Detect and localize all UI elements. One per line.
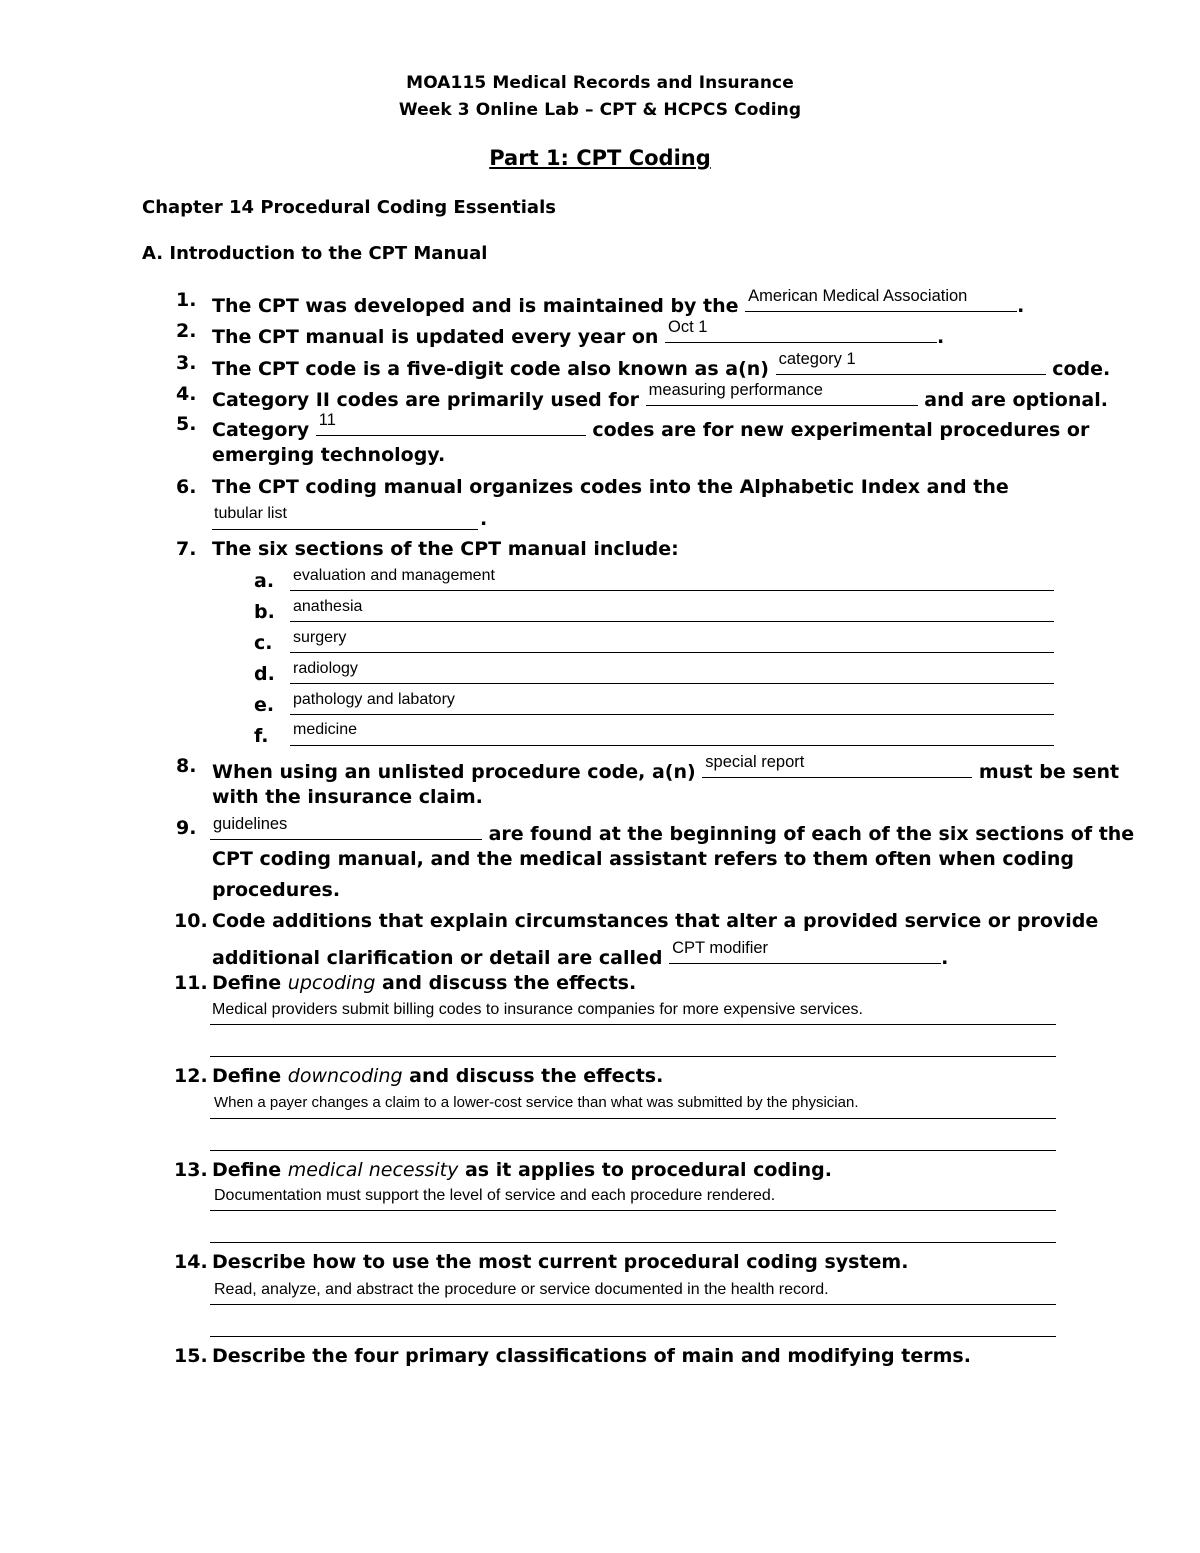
q13-text: Define medical necessity as it applies to procedural coding. xyxy=(212,1159,832,1181)
q12-answer: When a payer changes a claim to a lower-cost service than what was submitted by the physician. xyxy=(214,1094,859,1111)
q1-number: 1. xyxy=(176,289,197,311)
q7-letter-e: e. xyxy=(254,694,275,716)
q7-letter-d: d. xyxy=(254,663,275,685)
q5-number: 5. xyxy=(176,413,197,435)
lab-title: Week 3 Online Lab – CPT & HCPCS Coding xyxy=(398,100,802,120)
q1-text: The CPT was developed and is maintained by the American Medical Association . xyxy=(212,287,1025,317)
q10-answer-field[interactable] xyxy=(669,941,941,964)
q7-answer-field-d[interactable] xyxy=(290,661,1054,684)
q7-letter-a: a. xyxy=(254,570,275,592)
q3-answer: category 1 xyxy=(778,350,856,368)
q5-text: Category 11 codes are for new experimental procedures or xyxy=(212,411,1090,441)
q7-answer-a: evaluation and management xyxy=(293,567,495,584)
q1-answer-field[interactable] xyxy=(745,289,1017,312)
q6-number: 6. xyxy=(176,476,197,498)
q3-answer-field[interactable] xyxy=(776,352,1046,375)
q7-answer-f: medicine xyxy=(293,721,358,738)
q8-answer-field[interactable] xyxy=(702,755,972,778)
q5-answer: 11 xyxy=(318,411,336,429)
q9-text-line2: CPT coding manual, and the medical assistant refers to them often when coding xyxy=(212,848,1074,870)
q12-term: downcoding xyxy=(287,1065,403,1087)
q7-letter-f: f. xyxy=(254,725,269,747)
q14-text: Describe how to use the most current procedural coding system. xyxy=(212,1251,909,1273)
q1-answer: American Medical Association xyxy=(748,287,968,305)
q12-text: Define downcoding and discuss the effects. xyxy=(212,1065,664,1087)
q14-answer: Read, analyze, and abstract the procedure or service documented in the health record. xyxy=(214,1281,829,1298)
q6-period: . xyxy=(480,508,488,530)
q7-number: 7. xyxy=(176,538,197,560)
q9-text-line3: procedures. xyxy=(212,879,341,901)
q4-text: Category II codes are primarily used for measuring performance and are optional. xyxy=(212,381,1108,411)
q11-answer: Medical providers submit billing codes to insurance companies for more expensive services. xyxy=(212,1001,863,1018)
q11-answer-field-2[interactable] xyxy=(210,1034,1056,1057)
q9-number: 9. xyxy=(176,817,197,839)
q9-answer-field[interactable] xyxy=(210,817,482,840)
course-title: MOA115 Medical Records and Insurance xyxy=(406,73,794,93)
q11-term: upcoding xyxy=(287,972,376,994)
q9-text: guidelines are found at the beginning of each of the six sections of the xyxy=(210,817,1134,845)
q11-text: Define upcoding and discuss the effects. xyxy=(212,972,637,994)
q10-text-line2: additional clarification or detail are called CPT modifier . xyxy=(212,939,949,969)
q15-number: 15. xyxy=(174,1345,208,1367)
q10-text: Code additions that explain circumstances that alter a provided service or provide xyxy=(212,910,1099,932)
section-heading: A. Introduction to the CPT Manual xyxy=(142,243,488,264)
q7-text: The six sections of the CPT manual include: xyxy=(212,538,679,560)
q13-answer: Documentation must support the level of service and each procedure rendered. xyxy=(214,1187,776,1204)
q8-number: 8. xyxy=(176,755,197,777)
q2-answer: Oct 1 xyxy=(668,318,708,336)
q14-number: 14. xyxy=(174,1251,208,1273)
q4-answer: measuring performance xyxy=(648,381,823,399)
q9-answer: guidelines xyxy=(213,815,288,833)
q7-letter-c: c. xyxy=(254,632,273,654)
q7-letter-b: b. xyxy=(254,601,275,623)
q6-text: The CPT coding manual organizes codes into the Alphabetic Index and the xyxy=(212,476,1009,498)
q2-number: 2. xyxy=(176,320,197,342)
q14-answer-field-2[interactable] xyxy=(210,1314,1056,1337)
q15-text: Describe the four primary classifications of main and modifying terms. xyxy=(212,1345,971,1367)
q7-answer-c: surgery xyxy=(293,629,347,646)
q12-number: 12. xyxy=(174,1065,208,1087)
part-title: Part 1: CPT Coding xyxy=(489,146,711,170)
q4-number: 4. xyxy=(176,383,197,405)
q7-answer-b: anathesia xyxy=(293,598,363,615)
q2-answer-field[interactable] xyxy=(665,320,937,343)
q5-answer-field[interactable] xyxy=(316,413,586,436)
q10-answer: CPT modifier xyxy=(672,939,769,957)
q13-term: medical necessity xyxy=(287,1159,459,1181)
q12-answer-field-2[interactable] xyxy=(210,1128,1056,1151)
chapter-heading: Chapter 14 Procedural Coding Essentials xyxy=(142,197,556,218)
q13-answer-field-2[interactable] xyxy=(210,1220,1056,1243)
q10-number: 10. xyxy=(174,910,208,932)
q7-answer-field-f[interactable] xyxy=(290,723,1054,746)
q6-answer: tubular list xyxy=(214,505,287,522)
q2-text: The CPT manual is updated every year on Oct 1 . xyxy=(212,318,945,348)
q13-number: 13. xyxy=(174,1159,208,1181)
q8-text-line2: with the insurance claim. xyxy=(212,786,483,808)
q7-answer-field-b[interactable] xyxy=(290,599,1054,622)
q3-text: The CPT code is a five-digit code also known as a(n) category 1 code. xyxy=(212,350,1111,380)
q8-text: When using an unlisted procedure code, a(n) special report must be sent xyxy=(212,753,1120,783)
q7-answer-e: pathology and labatory xyxy=(293,691,455,708)
q4-answer-field[interactable] xyxy=(646,383,918,406)
q8-answer: special report xyxy=(705,753,805,771)
q3-number: 3. xyxy=(176,352,197,374)
q7-answer-field-c[interactable] xyxy=(290,630,1054,653)
q7-answer-d: radiology xyxy=(293,660,358,677)
q11-number: 11. xyxy=(174,972,208,994)
q5-text-line2: emerging technology. xyxy=(212,444,446,466)
